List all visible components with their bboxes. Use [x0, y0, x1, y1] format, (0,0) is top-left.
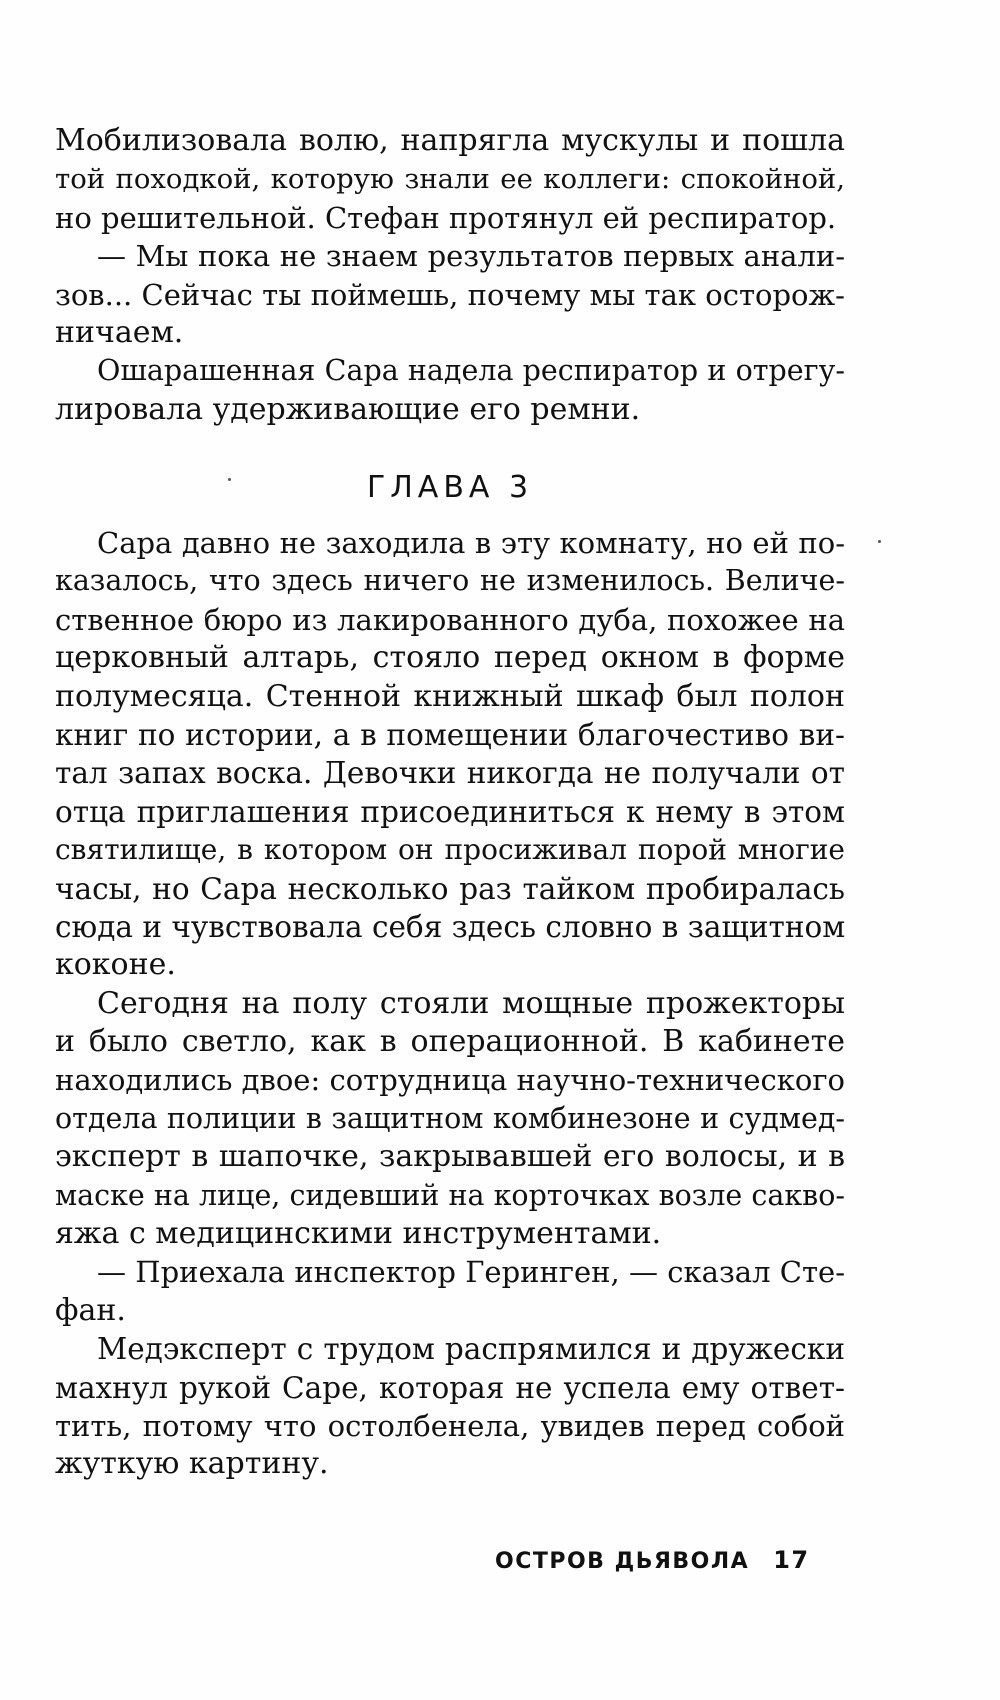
text-line: Мобилизовала волю, напрягла мускулы и пошла: [55, 123, 845, 158]
text-line: махнул рукой Саре, которая не успела ему ответ-: [55, 1370, 845, 1405]
text-line: сюда и чувствовала себя здесь словно в защитном: [55, 909, 846, 944]
text-line: той походкой, которую знали ее коллеги: спокойной,: [55, 163, 845, 196]
text-line: казалось, что здесь ничего не изменилось. Величе-: [55, 564, 845, 598]
text-line: Сара давно не заходила в эту комнату, но ей по-: [97, 526, 845, 560]
chapter-heading: ГЛАВА 3: [366, 470, 534, 505]
text-line: часы, но Сара несколько раз тайком пробиралась: [55, 871, 845, 906]
print-speck: [228, 478, 231, 481]
page-number: 17: [773, 1546, 810, 1574]
text-line: коконе.: [55, 947, 176, 983]
text-line: — Приехала инспектор Геринген, — сказал Сте-: [97, 1255, 845, 1290]
text-line: ственное бюро из лакированного дуба, похожее на: [55, 602, 845, 637]
text-line: Ошарашенная Сара надела респиратор и отрегу-: [97, 354, 845, 388]
text-line: яжа с медицинскими инструментами.: [55, 1216, 662, 1252]
text-line: тал запах воска. Девочки никогда не получали от: [55, 756, 845, 791]
text-line: и было светло, как в операционной. В кабинете: [55, 1024, 845, 1060]
footer-book-title: ОСТРОВ ДЬЯВОЛА: [495, 1549, 750, 1574]
text-line: лировала удерживающие его ремни.: [55, 391, 641, 427]
text-line: жуткую картину.: [55, 1446, 329, 1482]
text-line: фан.: [55, 1292, 126, 1328]
text-line: отдела полиции в защитном комбинезоне и судмед-: [55, 1101, 845, 1135]
text-line: находились двое: сотрудница научно-технического: [55, 1063, 845, 1098]
text-line: церковный алтарь, стояло перед окном в форме: [55, 640, 845, 676]
text-line: ничаем.: [55, 314, 184, 350]
text-block-chapter: [55, 524, 845, 1484]
text-line: но решительной. Стефан протянул ей респиратор.: [55, 200, 837, 235]
text-line: Медэксперт с трудом распрямился и дружески: [97, 1332, 845, 1367]
print-speck: [878, 540, 881, 543]
text-line: Сегодня на полу стояли мощные прожекторы: [97, 985, 845, 1021]
running-footer: [495, 1546, 855, 1574]
text-block-intro: [55, 122, 845, 429]
text-line: отца приглашения присоединиться к нему в этом: [55, 794, 845, 829]
text-line: тить, потому что остолбенела, увидев перед собой: [55, 1408, 845, 1443]
text-line: — Мы пока не знаем результатов первых анали-: [97, 239, 845, 274]
text-line: полумесяца. Стенной книжный шкаф был полон: [55, 678, 845, 714]
text-line: эксперт в шапочке, закрывавшей его волосы, и в: [55, 1139, 845, 1175]
text-line: зов... Сейчас ты поймешь, почему мы так осторож-: [55, 277, 845, 312]
text-line: книг по истории, а в помещении благочестиво ви-: [55, 717, 845, 752]
text-line: маске на лице, сидевший на корточках возле сакво-: [55, 1178, 845, 1212]
text-line: святилище, в котором он просиживал порой многие: [55, 833, 845, 867]
